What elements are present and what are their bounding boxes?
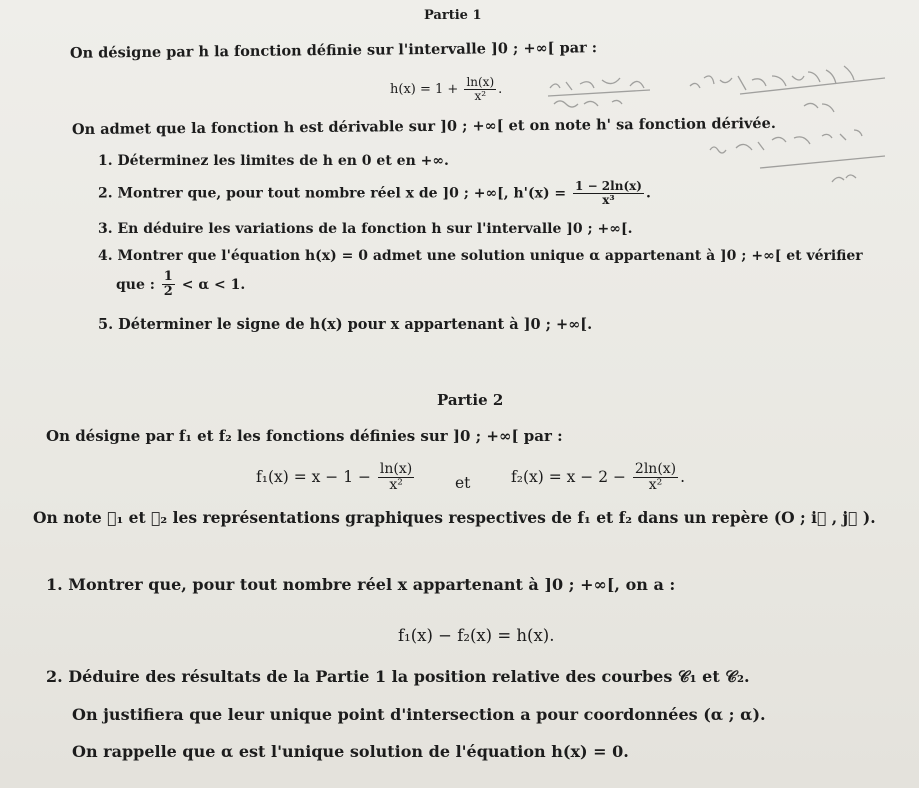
handwritten-notes: [540, 60, 900, 190]
partie1-title: Partie 1: [424, 8, 482, 23]
f2-lhs: f₂(x) = x − 2 −: [511, 467, 631, 486]
partie2-q1: 1. Montrer que, pour tout nombre réel x appartenant à ]0 ; +∞[, on a :: [46, 575, 676, 594]
q2-den: x³: [602, 193, 615, 208]
partie2-q2: 2. Déduire des résultats de la Partie 1 la position relative des courbes 𝒞₁ et 𝒞₂.: [46, 667, 750, 686]
partie1-q1: 1. Déterminez les limites de h en 0 et en +∞.: [98, 153, 449, 169]
partie2-q2-reminder: On rappelle que α est l'unique solution de l'équation h(x) = 0.: [72, 742, 629, 761]
partie1-derivable: On admet que la fonction h est dérivable sur ]0 ; +∞[ et on note h' sa fonction dérivée.: [71, 114, 776, 139]
partie2-intro: On désigne par f₁ et f₂ les fonctions définies sur ]0 ; +∞[ par :: [46, 427, 563, 445]
f2-formula: [511, 462, 685, 494]
q4-num: 1: [163, 269, 173, 284]
h-formula: [390, 76, 502, 103]
partie1-q4-line1: 4. Montrer que l'équation h(x) = 0 admet une solution unique α appartenant à ]0 ; +∞[ et vérifier: [98, 248, 863, 264]
et-word: et: [455, 474, 471, 492]
f2-end: .: [680, 467, 686, 486]
partie1-q4-line2: [116, 270, 245, 300]
f2-num: 2ln(x): [634, 461, 677, 477]
partie2-title: Partie 2: [437, 391, 504, 409]
q2-num: 1 − 2ln(x): [575, 179, 642, 193]
h-formula-lhs: h(x) = 1 +: [390, 82, 463, 98]
partie1-q5: 5. Déterminer le signe de h(x) pour x appartenant à ]0 ; +∞[.: [98, 316, 593, 333]
q4-pre: que :: [116, 276, 160, 293]
f1-lhs: f₁(x) = x − 1 −: [256, 467, 376, 486]
h-formula-end: .: [498, 82, 503, 98]
q2-end: .: [645, 185, 651, 202]
q4-post: < α < 1.: [176, 276, 246, 293]
f2-den: x²: [648, 477, 663, 494]
q2-text: 2. Montrer que, pour tout nombre réel x de ]0 ; +∞[, h'(x) =: [98, 185, 572, 202]
partie1-q3: 3. En déduire les variations de la fonction h sur l'intervalle ]0 ; +∞[.: [98, 221, 633, 237]
partie2-q2-justify: On justifiera que leur unique point d'intersection a pour coordonnées (α ; α).: [72, 705, 766, 724]
partie2-note: On note 𝒞₁ et 𝒞₂ les représentations graphiques respectives de f₁ et f₂ dans un repère (O ; i⃗ , j⃗ ).: [33, 508, 876, 527]
q4-den: 2: [163, 284, 173, 300]
partie1-intro: On désigne par h la fonction définie sur l'intervalle ]0 ; +∞[ par :: [69, 39, 598, 62]
partie2-q1-formula: f₁(x) − f₂(x) = h(x).: [398, 626, 555, 645]
f1-den: x²: [389, 477, 403, 494]
f1-num: ln(x): [379, 461, 413, 477]
f1-formula: [256, 462, 416, 494]
h-formula-num: ln(x): [466, 75, 495, 89]
h-formula-den: x²: [474, 89, 487, 104]
